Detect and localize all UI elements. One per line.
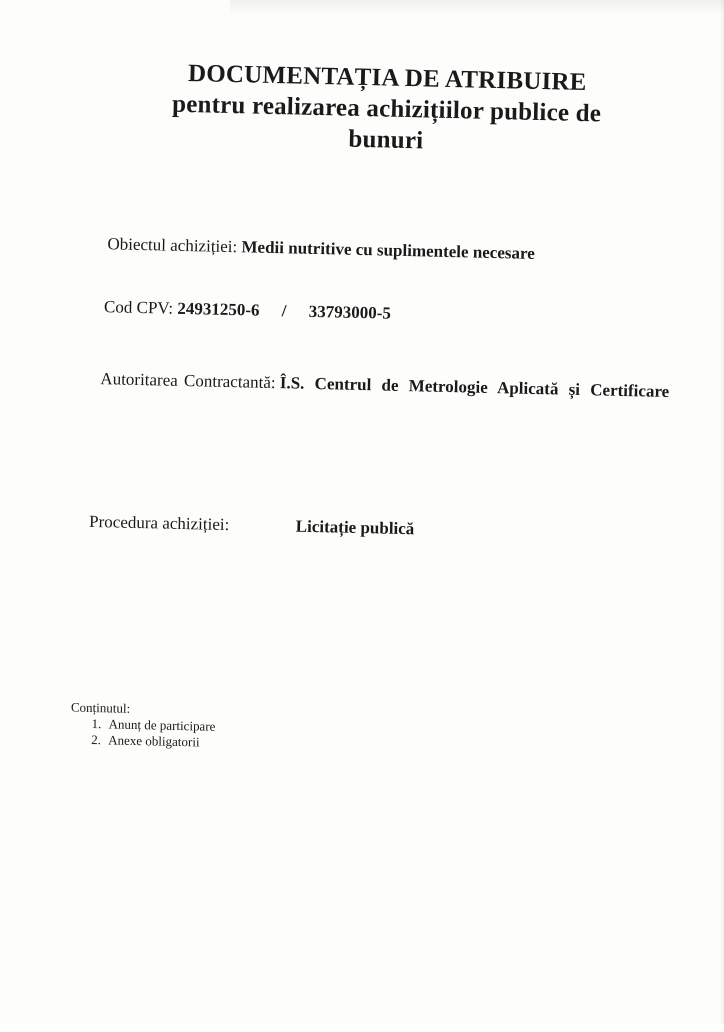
- autoritatea-label: Autoritarea Contractantă:: [100, 369, 276, 393]
- continut-heading: Conținutul:: [70, 699, 131, 716]
- procedura-field: [89, 512, 415, 539]
- list-item: 1. Anunț de participare: [104, 716, 215, 735]
- obiect-value: Medii nutritive cu suplimentele necesare: [241, 237, 536, 263]
- autoritatea-value: Î.S. Centrul de Metrologie Aplicată și Certificare: [279, 373, 670, 402]
- autoritatea-field: [100, 369, 670, 402]
- title-line-3: bunuri: [348, 125, 424, 155]
- cod-cpv-code-1: 24931250-6: [177, 298, 260, 320]
- cod-cpv-code-2: 33793000-5: [308, 301, 392, 323]
- title-line-2: pentru realizarea achizițiilor publice de: [171, 90, 602, 128]
- cod-cpv-field: [104, 297, 391, 324]
- continut-list: [70, 716, 216, 751]
- obiect-label: Obiectul achiziției:: [107, 234, 238, 257]
- title-line-1: DOCUMENTAȚIA DE ATRIBUIRE: [187, 60, 587, 97]
- procedura-value: Licitație publică: [295, 516, 415, 539]
- procedura-label: Procedura achiziției:: [88, 511, 230, 535]
- cod-cpv-separator: /: [281, 301, 287, 321]
- cod-cpv-label: Cod CPV:: [103, 297, 174, 318]
- list-item: 2. Anexe obligatorii: [104, 732, 215, 751]
- document-title: [126, 57, 648, 162]
- continut-section: [70, 700, 216, 751]
- obiect-field: [107, 234, 535, 264]
